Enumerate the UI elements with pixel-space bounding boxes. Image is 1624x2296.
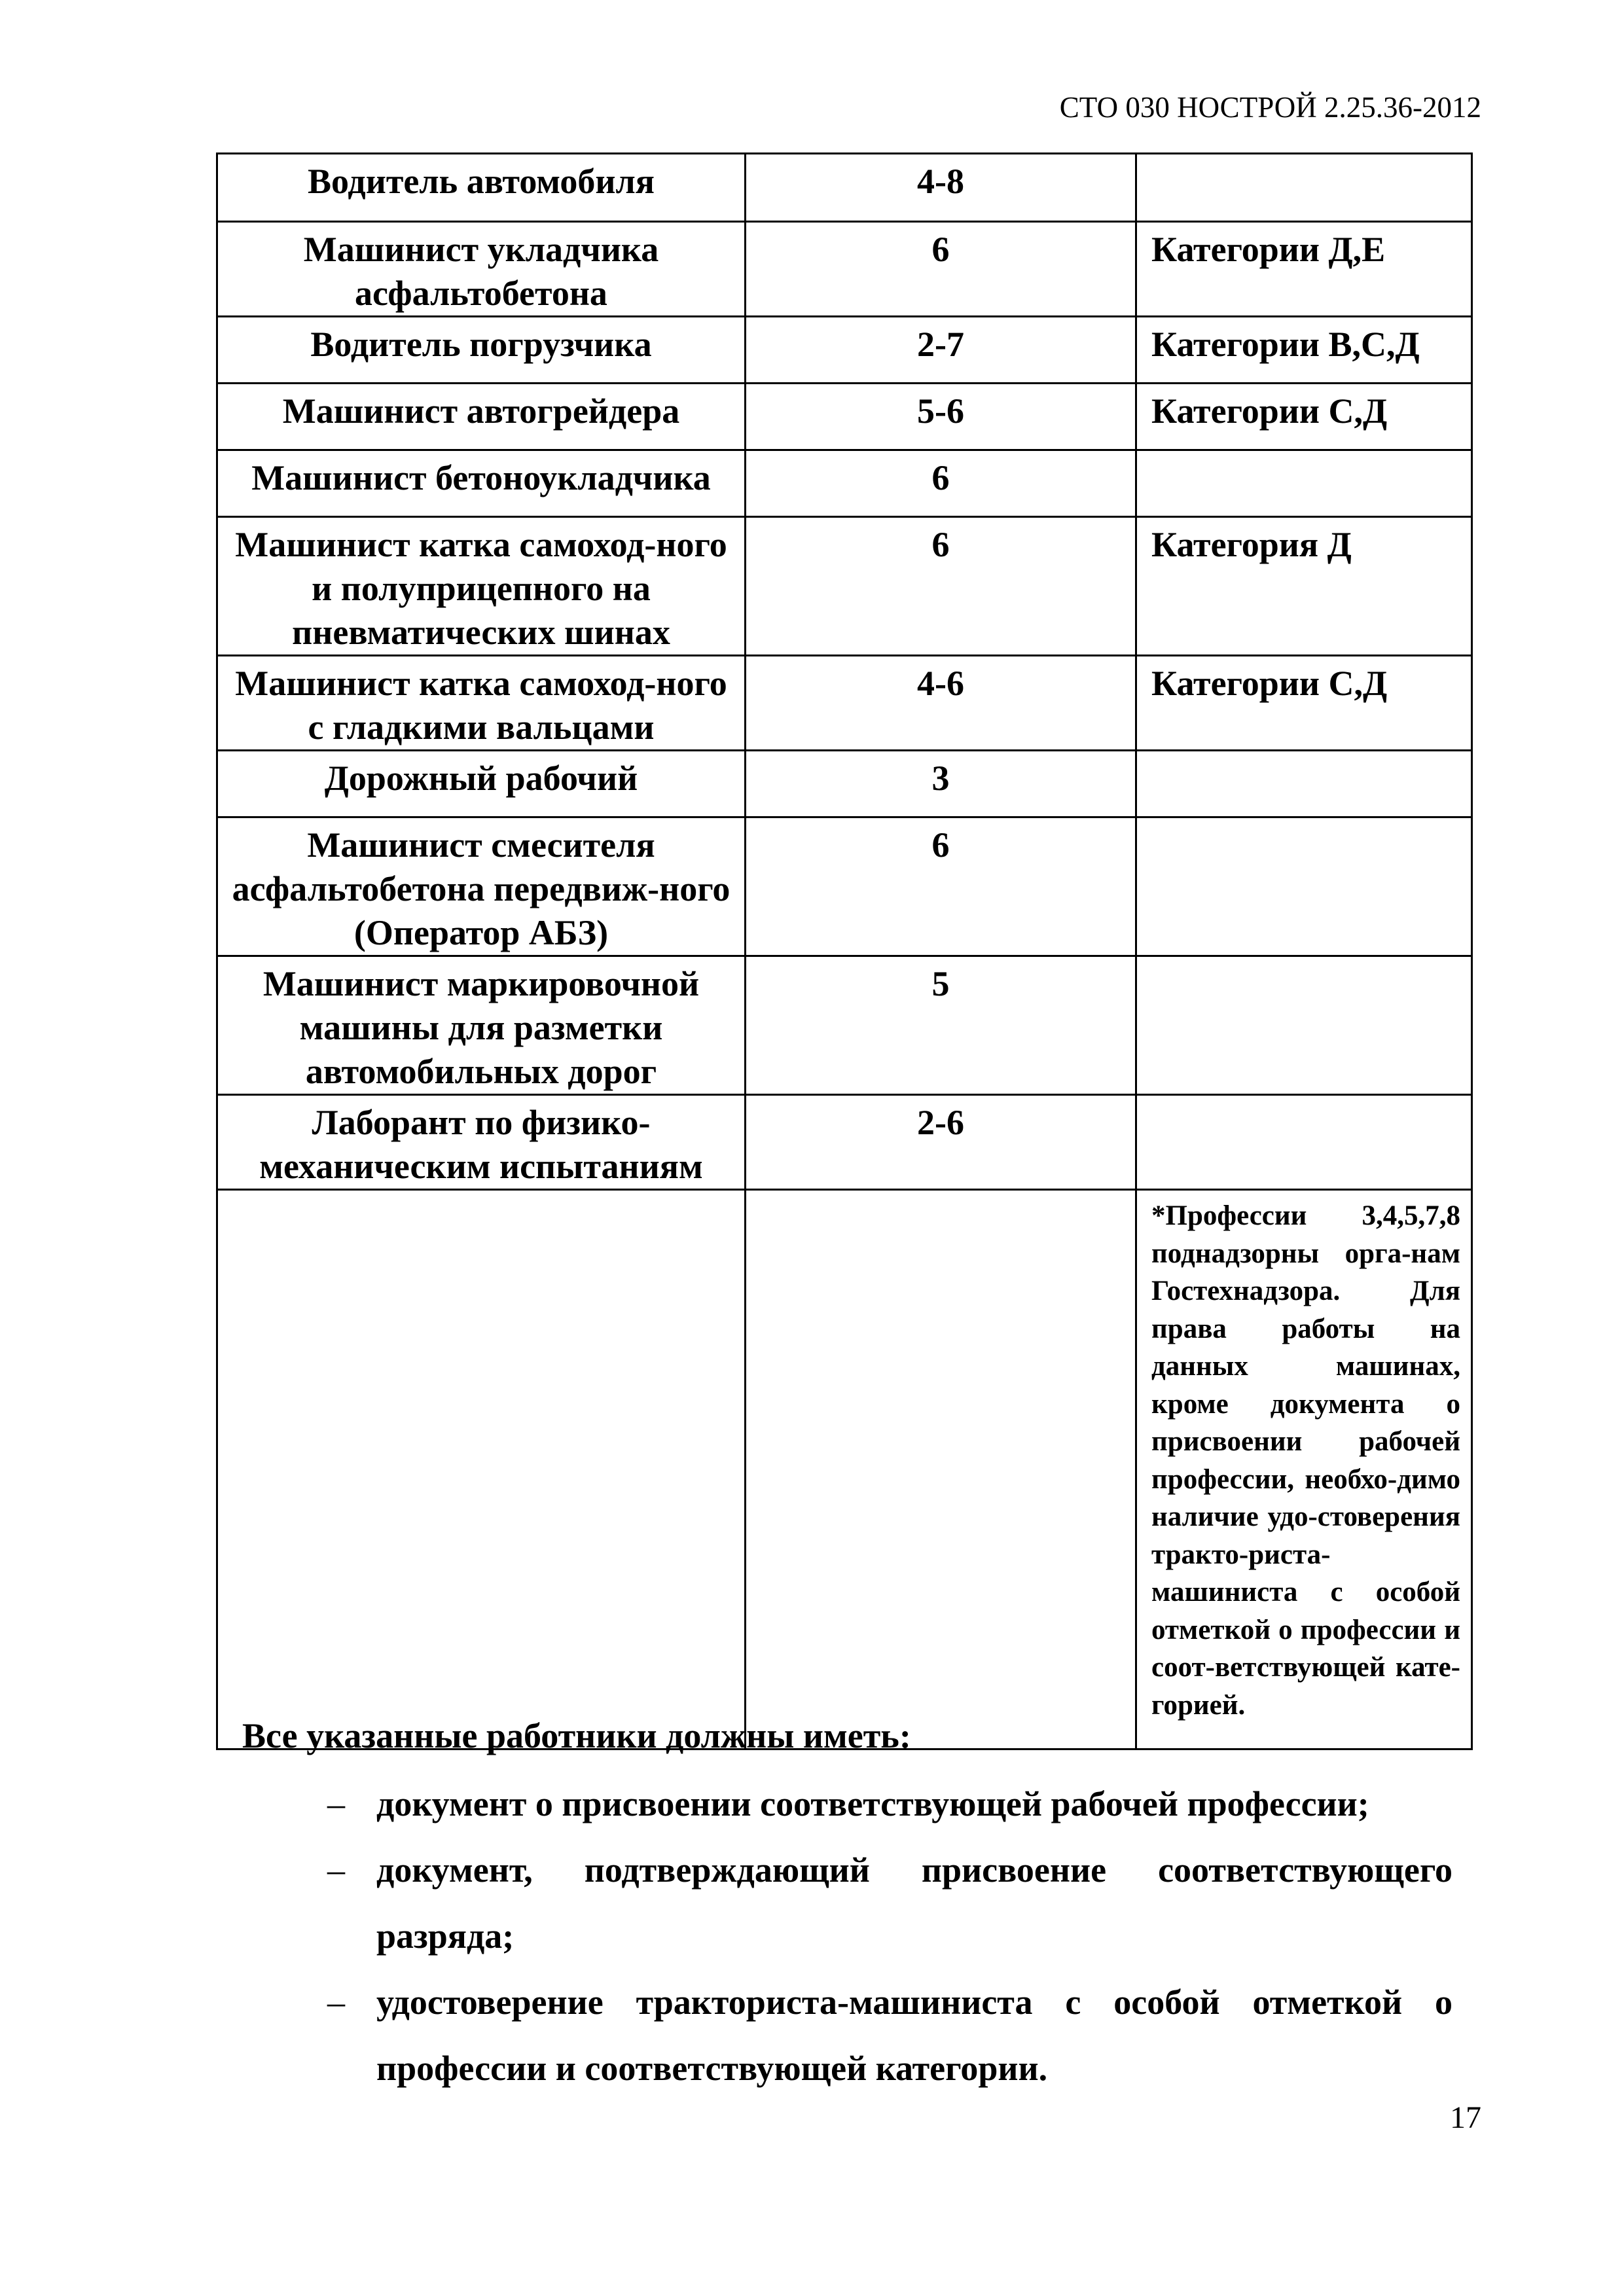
professions-table — [216, 152, 1473, 1750]
grade-cell: 2-6 — [746, 1095, 1136, 1190]
profession-cell: Машинист укладчика асфальтобетона — [217, 222, 746, 317]
profession-cell: Дорожный рабочий — [217, 751, 746, 817]
table-row — [217, 1095, 1472, 1190]
profession-cell: Машинист катка самоход-ного и полуприцепного на пневматических шинах — [217, 517, 746, 656]
table-row — [217, 751, 1472, 817]
profession-cell: Машинист маркировочной машины для разметки автомобильных дорог — [217, 956, 746, 1095]
table-row — [217, 450, 1472, 517]
list-item-text: удостоверение тракториста-машиниста с особой отметкой о профессии и соответствующей категории. — [376, 1982, 1453, 2088]
table-row — [217, 817, 1472, 956]
category-cell: Категории С,Д — [1136, 384, 1472, 450]
list-item — [216, 1969, 1471, 2102]
requirements-section — [216, 1710, 1471, 2102]
list-item — [216, 1837, 1471, 1969]
category-cell: Категории Д,Е — [1136, 222, 1472, 317]
grade-cell: 2-7 — [746, 317, 1136, 384]
grade-cell: 5 — [746, 956, 1136, 1095]
category-cell — [1136, 817, 1472, 956]
requirements-list — [216, 1771, 1471, 2102]
table-row — [217, 956, 1472, 1095]
grade-cell: 5-6 — [746, 384, 1136, 450]
grade-cell: 6 — [746, 222, 1136, 317]
footnote-row — [217, 1190, 1472, 1749]
grade-cell: 4-8 — [746, 154, 1136, 222]
empty-cell — [217, 1190, 746, 1749]
profession-cell: Машинист автогрейдера — [217, 384, 746, 450]
grade-cell: 3 — [746, 751, 1136, 817]
profession-cell: Машинист смесителя асфальтобетона передвиж-ного (Оператор АБЗ) — [217, 817, 746, 956]
profession-cell: Машинист бетоноукладчика — [217, 450, 746, 517]
profession-cell: Водитель погрузчика — [217, 317, 746, 384]
profession-cell: Лаборант по физико-механическим испытаниям — [217, 1095, 746, 1190]
list-item-text: документ, подтверждающий присвоение соответствующего разряда; — [376, 1850, 1453, 1956]
document-code-header: СТО 030 НОСТРОЙ 2.25.36-2012 — [1059, 91, 1481, 124]
grade-cell: 6 — [746, 517, 1136, 656]
category-cell — [1136, 154, 1472, 222]
profession-cell: Машинист катка самоход-ного с гладкими вальцами — [217, 656, 746, 751]
table-row — [217, 656, 1472, 751]
dash-marker: – — [327, 1784, 345, 1823]
table-row — [217, 154, 1472, 222]
category-cell — [1136, 751, 1472, 817]
footnote-cell: *Профессии 3,4,5,7,8 поднадзорны орга-нам Гостехнадзора. Для права работы на данных машинах, кроме документа о присвоении рабочей профессии, необхо-димо наличие удо-стоверения тракто-риста-машиниста с особой отметкой о профессии и соот-ветствующей кате-горией. — [1136, 1190, 1472, 1749]
table-row — [217, 517, 1472, 656]
profession-cell: Водитель автомобиля — [217, 154, 746, 222]
category-cell: Категории В,С,Д — [1136, 317, 1472, 384]
table-row — [217, 222, 1472, 317]
grade-cell: 6 — [746, 450, 1136, 517]
category-cell — [1136, 1095, 1472, 1190]
category-cell: Категория Д — [1136, 517, 1472, 656]
table-row — [217, 317, 1472, 384]
grade-cell: 4-6 — [746, 656, 1136, 751]
page-number: 17 — [1450, 2100, 1481, 2135]
category-cell — [1136, 956, 1472, 1095]
category-cell: Категории С,Д — [1136, 656, 1472, 751]
category-cell — [1136, 450, 1472, 517]
list-item-text: документ о присвоении соответствующей рабочей профессии; — [376, 1784, 1369, 1823]
list-item — [216, 1771, 1471, 1837]
table-row — [217, 384, 1472, 450]
requirements-intro: Все указанные работники должны иметь: — [242, 1716, 911, 1755]
empty-cell — [746, 1190, 1136, 1749]
dash-marker: – — [327, 1982, 345, 2022]
dash-marker: – — [327, 1850, 345, 1890]
grade-cell: 6 — [746, 817, 1136, 956]
